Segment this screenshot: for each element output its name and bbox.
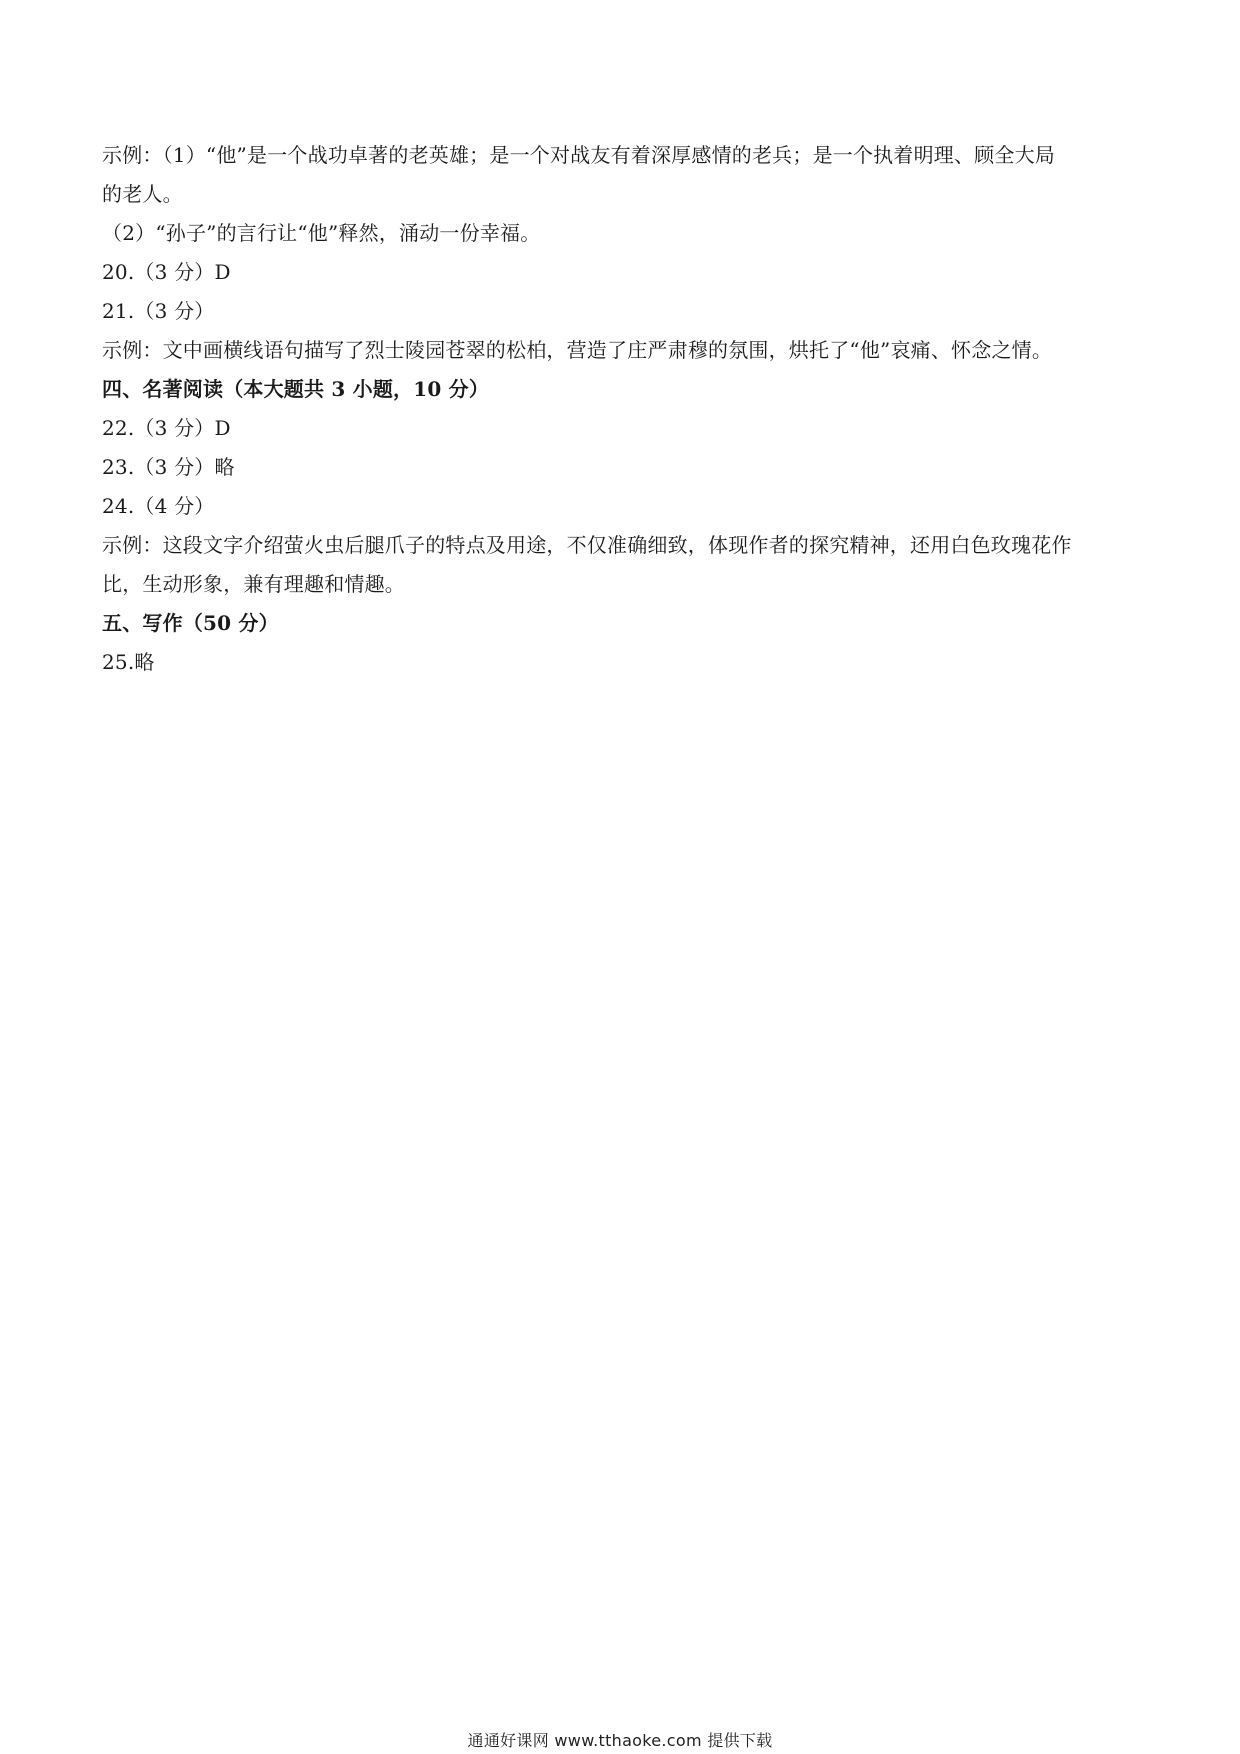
answer-content <box>102 136 1152 682</box>
q20-answer: 20.（3 分）D <box>102 260 231 284</box>
q21-answer: 21.（3 分） <box>102 299 215 323</box>
q25-answer: 25.略 <box>102 650 155 674</box>
q24-example-line-2: 比，生动形象，兼有理趣和情趣。 <box>102 572 405 596</box>
q19-example-line-2: （2）“孙子”的言行让“他”释然，涌动一份幸福。 <box>102 221 541 245</box>
q22-answer: 22.（3 分）D <box>102 416 231 440</box>
q23-answer: 23.（3 分）略 <box>102 455 235 479</box>
section-4-heading: 四、名著阅读（本大题共 3 小题，10 分） <box>102 377 490 401</box>
page-footer: 通通好课网 www.tthaoke.com 提供下载 <box>467 1731 773 1750</box>
section-5-heading: 五、写作（50 分） <box>102 611 279 635</box>
q24-answer: 24.（4 分） <box>102 494 215 518</box>
q24-example-line-1: 示例：这段文字介绍萤火虫后腿爪子的特点及用途，不仅准确细致，体现作者的探究精神，还用白色玫瑰花作 <box>102 533 1072 557</box>
q19-example-line-1-cont: 的老人。 <box>102 182 183 206</box>
q21-example: 示例：文中画横线语句描写了烈士陵园苍翠的松柏，营造了庄严肃穆的氛围，烘托了“他”哀痛、怀念之情。 <box>102 338 1053 362</box>
q19-example-line-1: 示例：（1）“他”是一个战功卓著的老英雄；是一个对战友有着深厚感情的老兵；是一个执着明理、顾全大局 <box>102 143 1055 167</box>
